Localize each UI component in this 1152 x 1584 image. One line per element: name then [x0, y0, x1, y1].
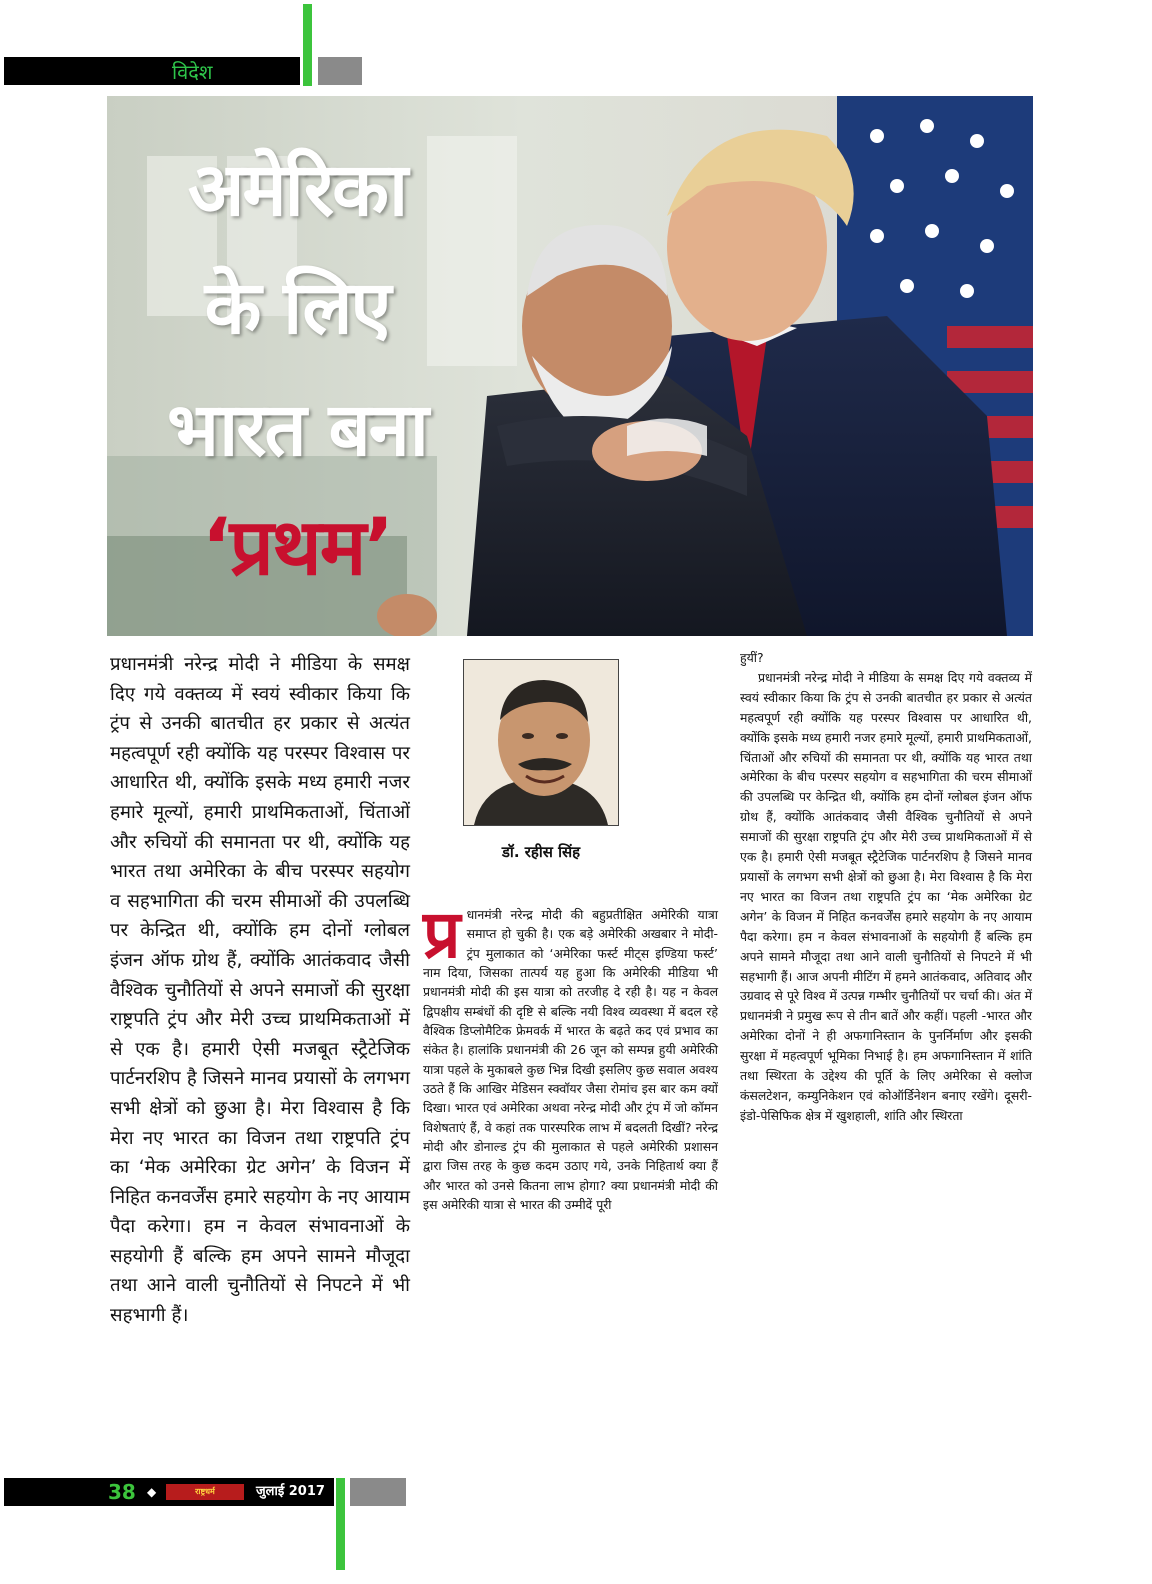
- masthead-logo: [166, 1484, 244, 1500]
- headline-line-1: अमेरिका: [187, 147, 407, 233]
- footer-gray-block: [350, 1478, 406, 1506]
- column-1-text: प्रधानमंत्री नरेन्द्र मोदी ने मीडिया के समक्ष दिए गये वक्तव्य में स्वयं स्वीकार किया कि ट्रंप से उनकी बातचीत हर प्रकार से अत्यंत महत्वपूर्ण रही क्योंकि यह परस्पर विश्वास पर आधारित थी, क्योंकि इसके मध्य हमारी नजर हमारे मूल्यों, हमारी प्राथमिकताओं, चिंताओं और रुचियों की समानता पर थी, क्योंकि यह भारत तथा अमेरिका के बीच परस्पर सहयोग व सहभागिता की चरम सीमाओं की उपलब्धि पर केन्द्रित थी, क्योंकि हम दोनों ग्लोबल इंजन ऑफ ग्रोथ हैं, क्योंकि आतंकवाद जैसी वैश्विक चुनौतियों से अपने समाजों की सुरक्षा राष्ट्रपति ट्रंप और मेरी उच्च प्राथमिकताओं में से एक है। हमारी ऐसी मजबूत स्ट्रैटेजिक पार्टनरशिप है जिसने मानव प्रयासों के लगभग सभी क्षेत्रों को छुआ है। मेरा विश्वास है कि मेरा नए भारत का विजन तथा राष्ट्रपति ट्रंप का ‘मेक अमेरिका ग्रेट अगेन’ के विजन में निहित कनवर्जेंस हमारे सहयोग के नए आयाम पैदा करेगा। हम न केवल संभावनाओं के सहयोगी हैं बल्कि हम अपने सामने मौजूदा तथा आने वाली चुनौतियों से निपटने में भी सहभागी हैं।: [110, 654, 410, 1327]
- footer-bullet-icon: ◆: [147, 1485, 157, 1499]
- footer-green-stripe: [336, 1478, 345, 1570]
- section-header-bar: [4, 57, 300, 85]
- article-column-3: [740, 648, 1032, 1126]
- masthead-logo-text: राष्ट्रधर्म: [195, 1487, 215, 1496]
- drop-cap: प्र: [423, 896, 461, 973]
- issue-date: जुलाई 2017: [256, 1484, 325, 1499]
- column-3-opening: हुयीं?: [740, 650, 764, 665]
- page-number: 38: [108, 1480, 136, 1504]
- article-column-2: [423, 896, 718, 1215]
- column-2-text: धानमंत्री नरेन्द्र मोदी की बहुप्रतीक्षित अमेरिकी यात्रा समाप्त हो चुकी है। एक बड़े अमेरिकी अखबार ने मोदी-ट्रंप मुलाकात को ‘अमेरिका फर्स्ट मीट्स इण्डिया फर्स्ट’ नाम दिया, जिसका तात्पर्य यह हुआ कि अमेरिकी मीडिया भी प्रधानमंत्री मोदी की इस यात्रा को तरजीह दे रही है। यह न केवल द्विपक्षीय सम्बंधों की दृष्टि से बल्कि नयी विश्व व्यवस्था में बदल रहे वैश्विक डिप्लोमैटिक फ्रेमवर्क में भारत के बढ़ते कद एवं प्रभाव का संकेत है। हालांकि प्रधानमंत्री की 26 जून को सम्पन्न हुयी अमेरिकी यात्रा पहले के मुकाबले कुछ भिन्न दिखी इसलिए कुछ सवाल अवश्य उठते हैं कि आखिर मेडिसन स्क्वॉयर जैसा रोमांच इस बार कम क्यों दिखा। भारत एवं अमेरिका अथवा नरेन्द्र मोदी और ट्रंप में जो कॉमन विशेषताएं हैं, वे कहां तक पारस्परिक लाभ में बदलती दिखीं? नरेन्द्र मोदी और डोनाल्ड ट्रंप की मुलाकात से पहले अमेरिकी प्रशासन द्वारा जिस तरह के कुछ कदम उठाए गये, उनके निहितार्थ क्या हैं और भारत को उनसे कितना लाभ होगा? क्या प्रधानमंत्री मोदी की इस अमेरिकी यात्रा से भारत की उम्मीदें पूरी: [423, 907, 718, 1213]
- author-name: डॉ. रहीस सिंह: [501, 843, 581, 861]
- header-gray-block: [318, 57, 362, 85]
- section-label: विदेश: [172, 60, 213, 84]
- headline-line-4: ‘प्रथम’: [201, 503, 393, 593]
- column-3-text: प्रधानमंत्री नरेन्द्र मोदी ने मीडिया के समक्ष दिए गये वक्तव्य में स्वयं स्वीकार किया कि ट्रंप से उनकी बातचीत हर प्रकार से अत्यंत महत्वपूर्ण रही क्योंकि यह परस्पर विश्वास पर आधारित थी, क्योंकि इसके मध्य हमारी नजर हमारे मूल्यों, हमारी प्राथमिकताओं, चिंताओं और रुचियों की समानता पर थी, क्योंकि यह भारत तथा अमेरिका के बीच परस्पर सहयोग व सहभागिता की चरम सीमाओं की उपलब्धि पर केन्द्रित थी, क्योंकि हम दोनों ग्लोबल इंजन ऑफ ग्रोथ हैं, क्योंकि आतंकवाद जैसी वैश्विक चुनौतियों से अपने समाजों की सुरक्षा राष्ट्रपति ट्रंप और मेरी उच्च प्राथमिकताओं में से एक है। हमारी ऐसी मजबूत स्ट्रैटेजिक पार्टनरशिप है जिसने मानव प्रयासों के लगभग सभी क्षेत्रों को छुआ है। मेरा विश्वास है कि मेरा नए भारत का विजन तथा राष्ट्रपति ट्रंप का ‘मेक अमेरिका ग्रेट अगेन’ के विजन में निहित कनवर्जेंस हमारे सहयोग के नए आयाम पैदा करेगा। हम न केवल संभावनाओं के सहयोगी हैं बल्कि हम अपने सामने मौजूदा तथा आने वाली चुनौतियों से निपटने में भी सहभागी हैं। आज अपनी मीटिंग में हमने आतंकवाद, अतिवाद और उग्रवाद से पूरे विश्व में उत्पन्न गम्भीर चुनौतियों पर चर्चा की। अंत में प्रधानमंत्री ने प्रमुख रूप से तीन बातें और कहीं। पहली -भारत और अमेरिका दोनों ने ही अफगानिस्तान के पुनर्निर्माण और इसकी सुरक्षा में महत्वपूर्ण भूमिका निभाई है। हम अफगानिस्तान में शांति तथा स्थिरता के उद्देश्य की पूर्ति के लिए अमेरिका से क्लोज कंसलटेशन, कम्युनिकेशन एवं कोऑर्डिनेशन बनाए रखेंगे। दूसरी-इंडो-पेसिफिक क्षेत्र में खुशहाली, शांति और स्थिरता: [740, 669, 1032, 1123]
- article-column-1: [110, 650, 410, 1331]
- author-portrait: [464, 660, 618, 825]
- hero-photo: [107, 96, 1033, 636]
- header-green-stripe: [303, 4, 312, 86]
- footer-bar: [4, 1478, 334, 1506]
- headline-line-3: भारत बना: [167, 387, 427, 473]
- headline-line-2: के लिए: [204, 265, 390, 351]
- author-photo: [463, 659, 619, 826]
